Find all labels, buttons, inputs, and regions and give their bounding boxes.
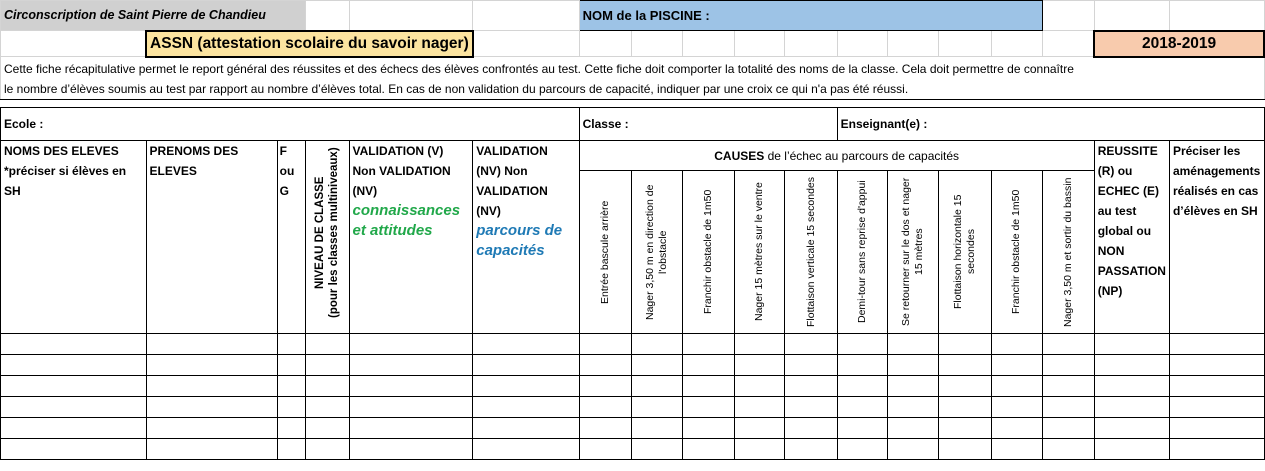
- cell[interactable]: [785, 31, 837, 57]
- data-cell[interactable]: [1094, 355, 1169, 376]
- cause-7: [939, 171, 992, 334]
- data-cell[interactable]: [735, 376, 785, 397]
- data-cell[interactable]: [1042, 397, 1094, 418]
- data-cell[interactable]: [631, 334, 682, 355]
- data-cell[interactable]: [837, 334, 887, 355]
- data-cell[interactable]: [631, 376, 682, 397]
- data-cell[interactable]: [785, 355, 837, 376]
- data-cell[interactable]: [1, 334, 147, 355]
- data-cell[interactable]: [349, 355, 473, 376]
- data-cell[interactable]: [785, 397, 837, 418]
- data-cell[interactable]: [579, 397, 631, 418]
- cause-label: Nager 3,50 m et sortir du bassin: [1061, 177, 1074, 327]
- piscine-name-field[interactable]: NOM de la PISCINE :: [579, 1, 1042, 31]
- data-cell[interactable]: [939, 376, 992, 397]
- data-cell[interactable]: [473, 355, 579, 376]
- data-cell[interactable]: [277, 355, 306, 376]
- data-cell[interactable]: [1094, 418, 1169, 439]
- table-row: [1, 397, 1265, 418]
- cell[interactable]: [631, 31, 682, 57]
- data-cell[interactable]: [992, 397, 1042, 418]
- data-cell[interactable]: [1, 439, 147, 460]
- cell[interactable]: [1094, 1, 1169, 31]
- data-cell[interactable]: [735, 334, 785, 355]
- data-cell[interactable]: [1169, 418, 1264, 439]
- cause-label: Franchir obstacle de 1m50: [1010, 189, 1023, 315]
- data-cell[interactable]: [277, 418, 306, 439]
- table-row: [1, 334, 1265, 355]
- data-cell[interactable]: [146, 376, 277, 397]
- header-validation-connaissances: [349, 141, 473, 334]
- validation-label: VALIDATION (V) Non VALIDATION (NV): [352, 144, 451, 198]
- parcours-label: parcours de capacités: [476, 222, 563, 259]
- data-cell[interactable]: [473, 376, 579, 397]
- data-cell[interactable]: [939, 439, 992, 460]
- data-cell[interactable]: [473, 439, 579, 460]
- data-cell[interactable]: [837, 439, 887, 460]
- cause-5: [837, 171, 887, 334]
- data-cell[interactable]: [837, 418, 887, 439]
- data-cell[interactable]: [992, 376, 1042, 397]
- data-cell[interactable]: [735, 418, 785, 439]
- header-amenagements: Préciser les aménagements réalisés en cas d’élèves en SH: [1169, 141, 1264, 334]
- data-cell[interactable]: [1, 355, 147, 376]
- data-cell[interactable]: [579, 418, 631, 439]
- data-cell[interactable]: [277, 376, 306, 397]
- data-cell[interactable]: [146, 418, 277, 439]
- cause-label: Entrée bascule arrière: [598, 200, 611, 304]
- cell[interactable]: [1169, 1, 1264, 31]
- data-cell[interactable]: [579, 439, 631, 460]
- table-row: [1, 355, 1265, 376]
- cell[interactable]: [887, 31, 938, 57]
- cause-9: [1042, 171, 1094, 334]
- table-row: [1, 376, 1265, 397]
- header-reussite: REUSSITE (R) ou ECHEC (E) au test global ou NON PASSATION (NP): [1094, 141, 1169, 334]
- data-cell[interactable]: [349, 376, 473, 397]
- data-cell[interactable]: [277, 439, 306, 460]
- data-cell[interactable]: [1094, 439, 1169, 460]
- data-cell[interactable]: [939, 418, 992, 439]
- data-cell[interactable]: [785, 439, 837, 460]
- data-cell[interactable]: [146, 334, 277, 355]
- data-cell[interactable]: [306, 397, 349, 418]
- data-cell[interactable]: [1094, 376, 1169, 397]
- cell[interactable]: [939, 31, 992, 57]
- header-causes: [579, 141, 1094, 171]
- cell[interactable]: [992, 31, 1042, 57]
- data-cell[interactable]: [306, 376, 349, 397]
- cell[interactable]: [579, 31, 631, 57]
- data-cell[interactable]: [837, 355, 887, 376]
- data-cell[interactable]: [785, 334, 837, 355]
- data-cell[interactable]: [682, 397, 734, 418]
- data-cell[interactable]: [735, 397, 785, 418]
- data-cell[interactable]: [349, 334, 473, 355]
- data-cell[interactable]: [1169, 355, 1264, 376]
- data-cell[interactable]: [992, 439, 1042, 460]
- data-cell[interactable]: [1169, 439, 1264, 460]
- data-cell[interactable]: [631, 355, 682, 376]
- cell[interactable]: [1, 31, 147, 57]
- classe-field[interactable]: Classe :: [579, 108, 837, 141]
- header-noms-note: *préciser si élèves en SH: [4, 164, 127, 198]
- data-cell[interactable]: [837, 376, 887, 397]
- data-cell[interactable]: [277, 397, 306, 418]
- cause-2: [682, 171, 734, 334]
- data-cell[interactable]: [939, 397, 992, 418]
- data-cell[interactable]: [992, 418, 1042, 439]
- data-cell[interactable]: [887, 418, 938, 439]
- data-cell[interactable]: [277, 334, 306, 355]
- spacer: [1, 100, 1265, 108]
- data-cell[interactable]: [1094, 397, 1169, 418]
- intro-text: [1, 57, 1265, 100]
- header-noms-label: NOMS DES ELEVES: [4, 144, 119, 158]
- data-cell[interactable]: [887, 376, 938, 397]
- data-cell[interactable]: [1169, 334, 1264, 355]
- data-cell[interactable]: [631, 397, 682, 418]
- data-cell[interactable]: [1, 397, 147, 418]
- cell[interactable]: [306, 1, 349, 31]
- header-noms: [1, 141, 147, 334]
- cause-label: Nager 3,50 m en direction de l'obstacle: [643, 184, 669, 320]
- cause-3: [735, 171, 785, 334]
- enseignant-field[interactable]: Enseignant(e) :: [837, 108, 1264, 141]
- data-cell[interactable]: [682, 334, 734, 355]
- connaissances-label: connaissances et attitudes: [352, 202, 461, 239]
- table-row: [1, 439, 1265, 460]
- header-prenoms: PRENOMS DES ELEVES: [146, 141, 277, 334]
- cause-1: [631, 171, 682, 334]
- data-cell[interactable]: [939, 355, 992, 376]
- data-cell[interactable]: [579, 376, 631, 397]
- header-niveau-text: NIVEAU DE CLASSE (pour les classes multiniveaux): [314, 147, 341, 319]
- intro-line-1: Cette fiche récapitulative permet le report général des réussites et des échecs des élèves confrontés au test. Cette fiche doit comporter la totalité des noms de la classe. Cela doit permettre de connaître: [4, 61, 1074, 76]
- data-cell[interactable]: [631, 418, 682, 439]
- cell[interactable]: [349, 1, 473, 31]
- data-cell[interactable]: [473, 418, 579, 439]
- assn-title: ASSN (attestation scolaire du savoir nager): [146, 31, 473, 57]
- data-cell[interactable]: [349, 397, 473, 418]
- data-cell[interactable]: [1094, 334, 1169, 355]
- data-cell[interactable]: [992, 355, 1042, 376]
- data-cell[interactable]: [1169, 376, 1264, 397]
- data-cell[interactable]: [682, 355, 734, 376]
- data-cell[interactable]: [887, 355, 938, 376]
- data-cell[interactable]: [631, 439, 682, 460]
- cell[interactable]: [473, 1, 579, 31]
- data-cell[interactable]: [306, 439, 349, 460]
- cause-8: [992, 171, 1042, 334]
- cause-label: Se retourner sur le dos et nager 15 mètres: [900, 177, 926, 327]
- cause-label: Flottaison horizontale 15 secondes: [952, 194, 978, 310]
- data-cell[interactable]: [146, 397, 277, 418]
- cell[interactable]: [1042, 31, 1094, 57]
- data-cell[interactable]: [306, 418, 349, 439]
- data-cell[interactable]: [349, 439, 473, 460]
- cell[interactable]: [1042, 1, 1094, 31]
- school-year: 2018-2019: [1094, 31, 1264, 57]
- data-cell[interactable]: [306, 355, 349, 376]
- data-cell[interactable]: [306, 334, 349, 355]
- cause-6: [887, 171, 938, 334]
- data-cell[interactable]: [682, 376, 734, 397]
- table-row: [1, 418, 1265, 439]
- data-cell[interactable]: [682, 439, 734, 460]
- causes-bold: CAUSES: [714, 148, 765, 163]
- data-cell[interactable]: [1042, 355, 1094, 376]
- data-cell[interactable]: [785, 418, 837, 439]
- cell[interactable]: [682, 31, 734, 57]
- header-niveau: [306, 141, 349, 334]
- cause-4: [785, 171, 837, 334]
- data-cell[interactable]: [837, 397, 887, 418]
- cell[interactable]: [735, 31, 785, 57]
- data-cell[interactable]: [1, 376, 147, 397]
- data-cell[interactable]: [473, 397, 579, 418]
- data-cell[interactable]: [887, 439, 938, 460]
- circonscription-cell: Circonscription de Saint Pierre de Chandieu: [1, 1, 306, 31]
- header-sexe: F ou G: [277, 141, 306, 334]
- data-cell[interactable]: [1042, 376, 1094, 397]
- data-cell[interactable]: [682, 418, 734, 439]
- data-cell[interactable]: [146, 439, 277, 460]
- data-cell[interactable]: [146, 355, 277, 376]
- cell[interactable]: [473, 31, 579, 57]
- cause-label: Flottaison verticale 15 secondes: [804, 177, 817, 327]
- data-cell[interactable]: [1042, 418, 1094, 439]
- cause-0: [579, 171, 631, 334]
- data-cell[interactable]: [939, 334, 992, 355]
- cause-label: Franchir obstacle de 1m50: [702, 189, 715, 315]
- data-cell[interactable]: [887, 397, 938, 418]
- cause-label: Demi-tour sans reprise d'appui: [855, 180, 868, 324]
- validation-label: VALIDATION (NV) Non VALIDATION (NV): [476, 144, 548, 218]
- data-cell[interactable]: [473, 334, 579, 355]
- data-cell[interactable]: [992, 334, 1042, 355]
- data-cell[interactable]: [735, 355, 785, 376]
- data-cell[interactable]: [1, 418, 147, 439]
- data-cell[interactable]: [785, 376, 837, 397]
- data-cell[interactable]: [349, 418, 473, 439]
- cell[interactable]: [837, 31, 887, 57]
- ecole-field[interactable]: Ecole :: [1, 108, 580, 141]
- data-cell[interactable]: [1042, 439, 1094, 460]
- data-cell[interactable]: [579, 334, 631, 355]
- data-cell[interactable]: [735, 439, 785, 460]
- data-cell[interactable]: [1042, 334, 1094, 355]
- cause-label: Nager 15 mètres sur le ventre: [753, 182, 766, 322]
- header-validation-parcours: [473, 141, 579, 334]
- data-cell[interactable]: [887, 334, 938, 355]
- causes-rest: de l’échec au parcours de capacités: [764, 148, 960, 163]
- data-cell[interactable]: [579, 355, 631, 376]
- intro-line-2: le nombre d’élèves soumis au test par rapport au nombre d’élèves total. En cas de non validation du parcours de capacité, indiquer par une croix ce qui n'a pas été réussi.: [4, 81, 909, 96]
- data-cell[interactable]: [1169, 397, 1264, 418]
